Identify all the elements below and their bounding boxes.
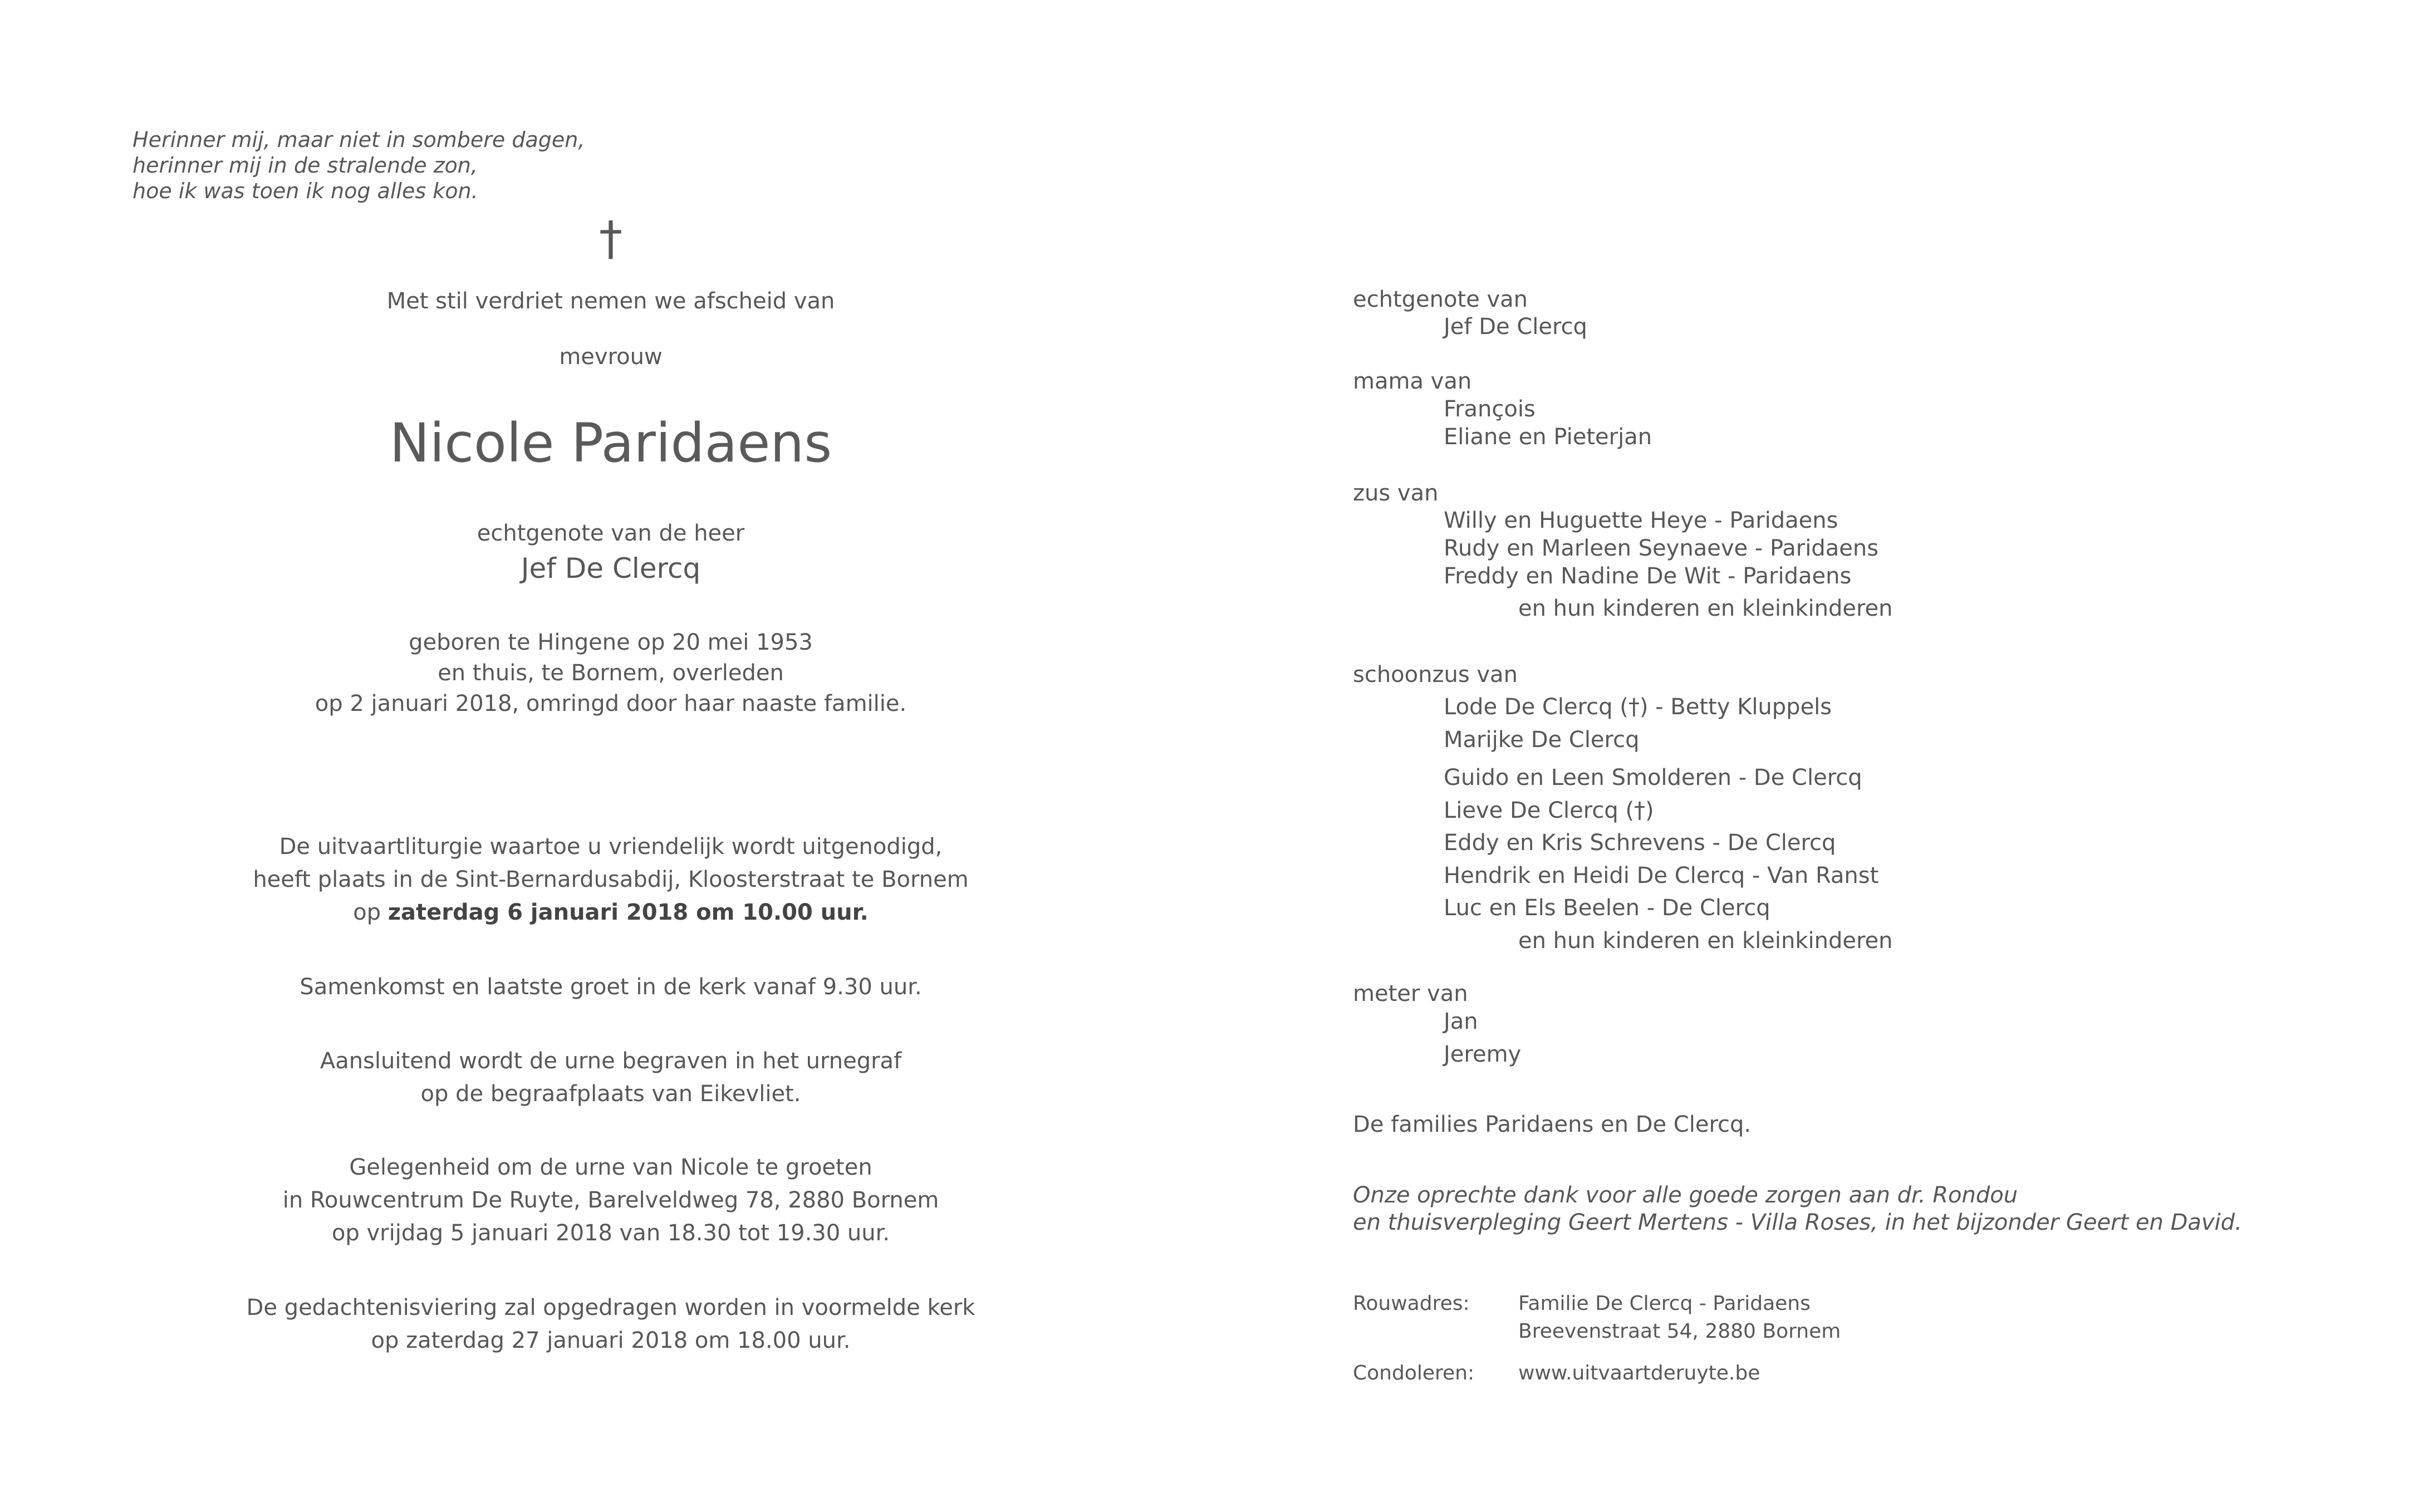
funeral-date: zaterdag 6 januari 2018 om 10.00 uur.	[387, 900, 869, 925]
poem-line: herinner mij in de stralende zon,	[133, 153, 478, 178]
burial-line: Aansluitend wordt de urne begraven in het urnegraf	[320, 1048, 902, 1074]
godmother-section-label: meter van	[1353, 981, 1468, 1007]
relative-name: Lieve De Clercq (†)	[1444, 798, 1654, 823]
poem	[133, 127, 585, 204]
thanks-line: Onze oprechte dank voor alle goede zorgen aan dr. Rondou	[1353, 1182, 2018, 1208]
thanks-line: en thuisverpleging Geert Mertens - Villa Roses, in het bijzonder Geert en David.	[1353, 1210, 2242, 1235]
relative-name: Jan	[1444, 1009, 1478, 1034]
address-line: Breevenstraat 54, 2880 Bornem	[1518, 1320, 1841, 1343]
address-label: Rouwadres:	[1353, 1292, 1470, 1315]
relative-name: François	[1444, 396, 1536, 422]
visit-line: op vrijdag 5 januari 2018 van 18.30 tot 19.30 uur.	[331, 1220, 890, 1246]
cross-icon: †	[599, 211, 622, 266]
relative-name: Jeremy	[1444, 1042, 1522, 1067]
born-line: geboren te Hingene op 20 mei 1953	[409, 630, 813, 655]
poem-line: hoe ik was toen ik nog alles kon.	[133, 179, 478, 203]
descendants-note: en hun kinderen en kleinkinderen	[1518, 596, 1893, 621]
spouse-name: Jef De Clercq	[521, 552, 701, 585]
memorial-line: De gedachtenisviering zal opgedragen worden in voormelde kerk	[246, 1295, 975, 1320]
relative-name: Hendrik en Heidi De Clercq - Van Ranst	[1444, 863, 1879, 888]
families-text: De families Paridaens en De Clercq.	[1353, 1112, 1752, 1137]
relative-name: Freddy en Nadine De Wit - Paridaens	[1444, 563, 1852, 589]
memorial-line: op zaterdag 27 januari 2018 om 18.00 uur.	[371, 1328, 851, 1353]
intro-text: Met stil verdriet nemen we afscheid van	[386, 288, 835, 314]
relative-name: Eliane en Pieterjan	[1444, 424, 1652, 450]
spouse-label: echtgenote van de heer	[477, 521, 745, 546]
relative-name: Luc en Els Beelen - De Clercq	[1444, 895, 1770, 921]
relative-name: Rudy en Marleen Seynaeve - Paridaens	[1444, 536, 1879, 561]
in-laws-section-label: schoonzus van	[1353, 662, 1518, 688]
poem-line: Herinner mij, maar niet in sombere dagen,	[133, 127, 585, 152]
relative-name: Guido en Leen Smolderen - De Clercq	[1444, 765, 1862, 791]
descendants-note: en hun kinderen en kleinkinderen	[1518, 928, 1893, 954]
relative-name: Jef De Clercq	[1444, 314, 1587, 340]
born-line: op 2 januari 2018, omringd door haar naaste familie.	[315, 691, 907, 716]
visit-line: in Rouwcentrum De Ruyte, Barelveldweg 78, 2880 Bornem	[282, 1187, 939, 1213]
condolences-label: Condoleren:	[1353, 1362, 1475, 1385]
relative-name: Lode De Clercq (†) - Betty Kluppels	[1444, 694, 1832, 720]
funeral-date-line	[353, 901, 869, 924]
born-line: en thuis, te Bornem, overleden	[438, 660, 784, 686]
funeral-line: De uitvaartliturgie waartoe u vriendelijk wordt uitgenodigd,	[279, 834, 943, 860]
condolences-link[interactable]: www.uitvaartderuyte.be	[1518, 1362, 1760, 1385]
gathering-text: Samenkomst en laatste groet in de kerk vanaf 9.30 uur.	[300, 974, 922, 1000]
relative-name: Eddy en Kris Schrevens - De Clercq	[1444, 830, 1836, 856]
funeral-line: heeft plaats in de Sint-Bernardusabdij, Kloosterstraat te Bornem	[253, 867, 969, 892]
children-section-label: mama van	[1353, 369, 1472, 394]
address-line: Familie De Clercq - Paridaens	[1518, 1292, 1811, 1315]
siblings-section-label: zus van	[1353, 480, 1439, 506]
title-text: mevrouw	[559, 344, 663, 370]
relative-name: Willy en Huguette Heye - Paridaens	[1444, 508, 1838, 533]
visit-line: Gelegenheid om de urne van Nicole te groeten	[349, 1155, 872, 1180]
burial-line: op de begraafplaats van Eikevliet.	[420, 1081, 801, 1107]
relative-name: Marijke De Clercq	[1444, 727, 1640, 753]
funeral-date-prefix: op	[353, 900, 381, 925]
spouse-section-label: echtgenote van	[1353, 287, 1528, 312]
deceased-name: Nicole Paridaens	[389, 412, 832, 474]
